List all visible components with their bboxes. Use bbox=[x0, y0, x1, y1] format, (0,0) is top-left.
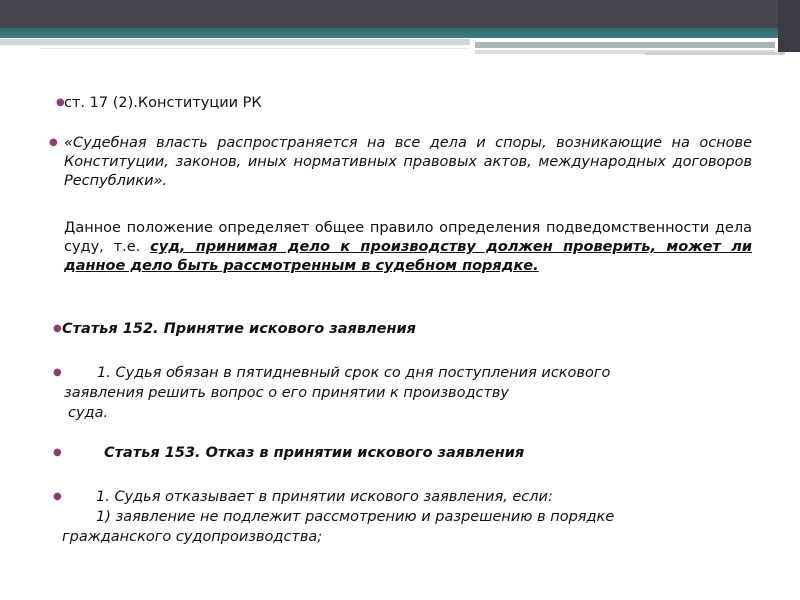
article-152-line-2: заявления решить вопрос о его принятии к производству bbox=[64, 385, 510, 401]
article-reference: ст. 17 (2).Конституции РК bbox=[64, 95, 262, 111]
article-152-line-3: суда. bbox=[68, 405, 109, 421]
article-152-line-1: 1. Судья обязан в пятидневный срок со дня поступления искового bbox=[97, 365, 611, 381]
article-152-heading: Статья 152. Принятие искового заявления bbox=[62, 321, 416, 337]
bullet-icon: ● bbox=[56, 97, 65, 108]
article-153-line-3: гражданского судопроизводства; bbox=[62, 529, 323, 545]
bullet-icon: ● bbox=[53, 447, 62, 458]
jurisdiction-text: Данное положение определяет общее правило определения подведомственности дела суду, т.е. bbox=[64, 220, 752, 255]
bullet-icon: ● bbox=[53, 367, 62, 378]
bullet-icon: ● bbox=[53, 323, 62, 334]
article-153-line-2: 1) заявление не подлежит рассмотрению и разрешению в порядке bbox=[96, 509, 615, 525]
bullet-icon: ● bbox=[49, 137, 58, 148]
constitution-quote: «Судебная власть распространяется на все дела и споры, возникающие на основе Конституции, законов, иных нормативных правовых актов, международных договоров Республики». bbox=[64, 135, 752, 189]
article-153-line-1: 1. Судья отказывает в принятии искового заявления, если: bbox=[96, 489, 553, 505]
bullet-icon: ● bbox=[53, 491, 62, 502]
article-153-heading: Статья 153. Отказ в принятии искового заявления bbox=[104, 445, 525, 461]
jurisdiction-paragraph bbox=[64, 219, 752, 276]
jurisdiction-emphasis: суд, принимая дело к производству должен проверить, может ли данное дело быть рассмотренным в судебном порядке. bbox=[64, 239, 753, 274]
